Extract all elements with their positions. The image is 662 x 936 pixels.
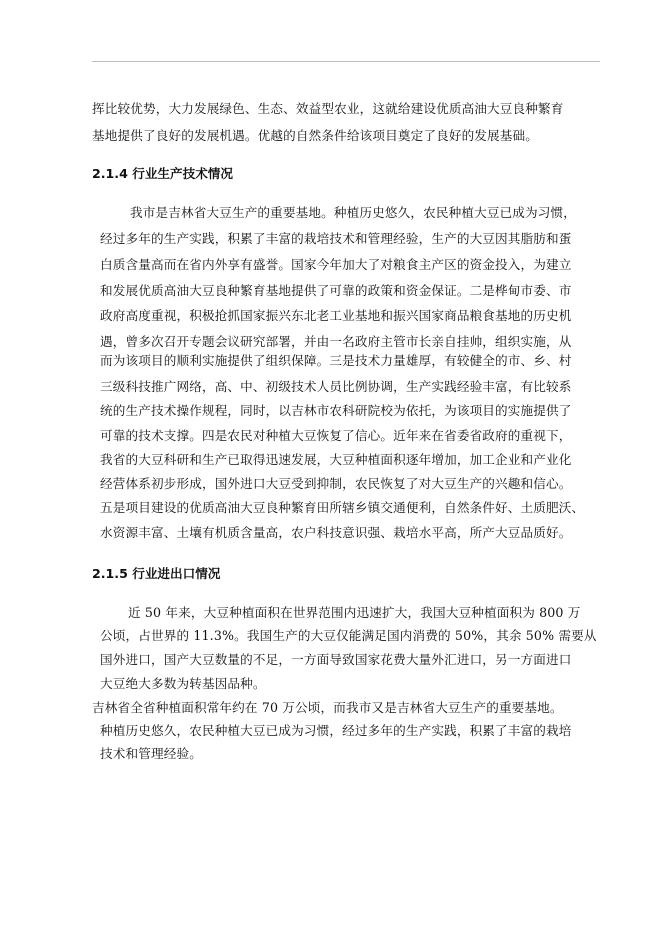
text-line: 种植历史悠久，农民种植大豆已成为习惯，经过多年的生产实践，积累了丰富的栽培: [100, 723, 572, 738]
text-line: 白质含量高而在省内外享有盛誉。国家今年加大了对粮食主产区的资金投入，为建立: [100, 257, 572, 272]
text-line: 三级科技推广网络，高、中、初级技术人员比例协调，生产实践经验丰富，有比较系: [100, 379, 572, 394]
section-heading-2-1-5: 2.1.5 行业进出口情况: [92, 566, 221, 581]
text-line: 遇，曾多次召开专题会议研究部署，并由一名政府主管市长亲自挂帅，组织实施，从: [100, 334, 572, 349]
text-line: 吉林省全省种植面积常年约在 70 万公顷，而我市又是吉林省大豆生产的重要基地。: [92, 700, 563, 715]
text-line: 基地提供了良好的发展机遇。优越的自然条件给该项目奠定了良好的发展基础。: [92, 128, 539, 143]
section-heading-2-1-4: 2.1.4 行业生产技术情况: [92, 166, 233, 181]
text-line: 我市是吉林省大豆生产的重要基地。种植历史悠久，农民种植大豆已成为习惯，: [130, 205, 577, 220]
text-line: 而为该项目的顺利实施提供了组织保障。三是技术力量雄厚，有较健全的市、乡、村: [100, 353, 572, 368]
text-line: 技术和管理经验。: [100, 746, 202, 761]
text-line: 统的生产技术操作规程，同时，以吉林市农科研院校为依托，为该项目的实施提供了: [100, 403, 572, 418]
text-line: 国外进口，国产大豆数量的不足，一方面导致国家花费大量外汇进口，另一方面进口: [100, 652, 572, 667]
text-line: 经过多年的生产实践，积累了丰富的栽培技术和管理经验，生产的大豆因其脂肪和蛋: [100, 231, 572, 246]
text-line: 近 50 年来，大豆种植面积在世界范围内迅速扩大，我国大豆种植面积为 800 万: [128, 605, 581, 620]
header-rule: [92, 61, 600, 62]
text-line: 水资源丰富、土壤有机质含量高，农户科技意识强、栽培水平高，所产大豆品质好。: [100, 525, 572, 540]
text-line: 政府高度重视，积极抢抓国家振兴东北老工业基地和振兴国家商品粮食基地的历史机: [100, 308, 572, 323]
text-line: 挥比较优势，大力发展绿色、生态、效益型农业，这就给建设优质高油大豆良种繁育: [92, 101, 564, 116]
text-line: 五是项目建设的优质高油大豆良种繁育田所辖乡镇交通便利，自然条件好、土质肥沃、: [100, 500, 585, 515]
text-line: 大豆绝大多数为转基因品种。: [100, 676, 266, 691]
text-line: 可靠的技术支撑。四是农民对种植大豆恢复了信心。近年来在省委省政府的重视下，: [100, 428, 572, 443]
text-line: 我省的大豆科研和生产已取得迅速发展，大豆种植面积逐年增加，加工企业和产业化: [100, 452, 572, 467]
text-line: 公顷，占世界的 11.3%。我国生产的大豆仅能满足国内消费的 50%，其余 50% 需要从: [100, 628, 597, 643]
text-line: 经营体系初步形成，国外进口大豆受到抑制，农民恢复了对大豆生产的兴趣和信心。: [100, 476, 572, 491]
text-line: 和发展优质高油大豆良种繁育基地提供了可靠的政策和资金保证。二是桦甸市委、市: [100, 283, 572, 298]
